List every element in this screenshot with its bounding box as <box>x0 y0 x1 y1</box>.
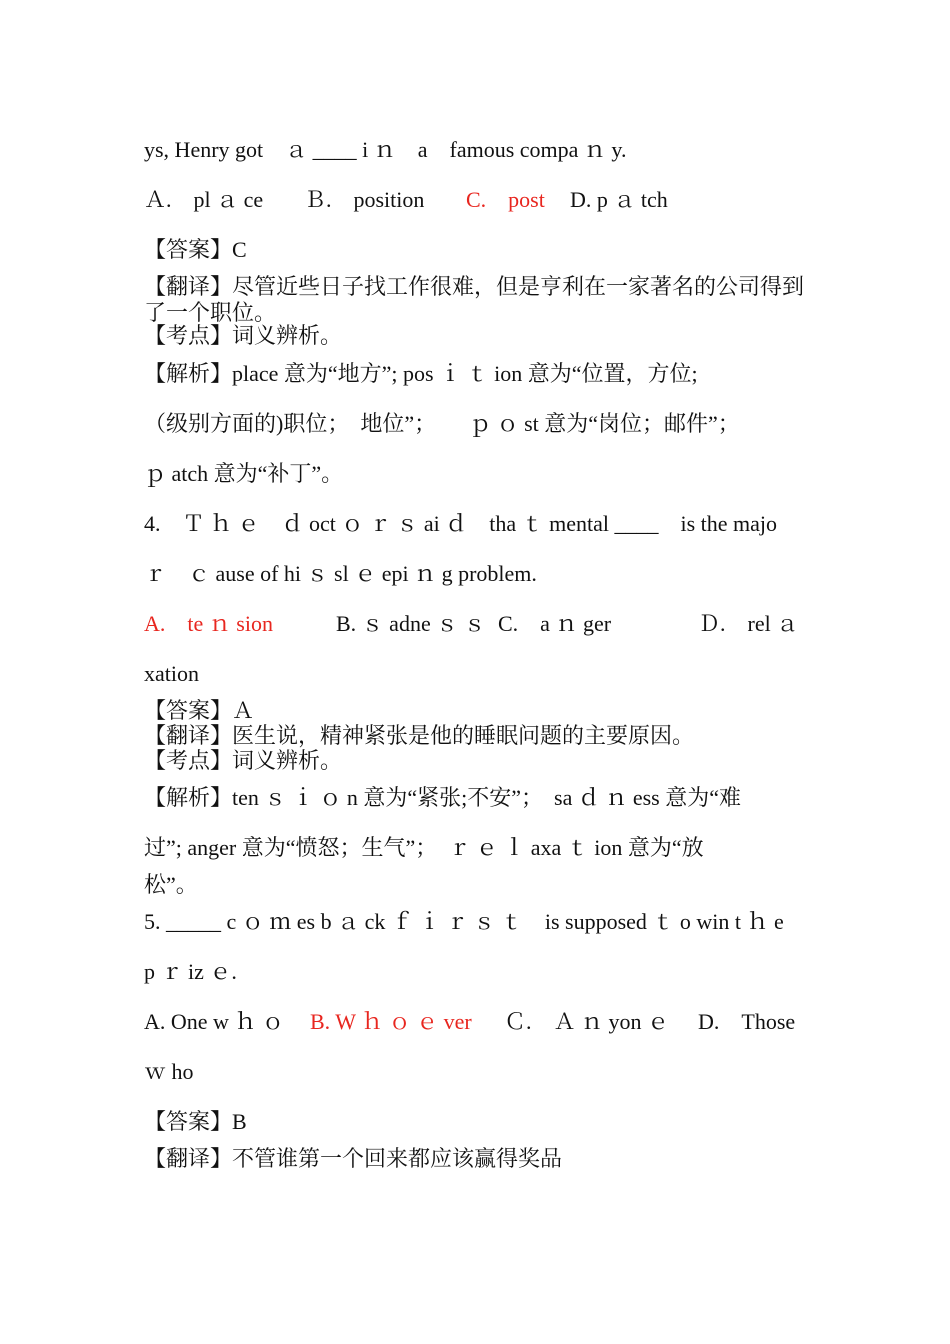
q5-option-c: Ｃ. Ａ ｎ yon ｅ <box>504 1009 670 1034</box>
q4-stem-line-2: ｒ ｃ ause of hi ｓ sl ｅ epi ｎ g problem. <box>144 561 537 586</box>
q4-option-c: C. a ｎ ger <box>498 611 612 636</box>
q4-answer: 【答案】Ａ <box>144 698 255 723</box>
q3-analysis-line-2: （级别方面的)职位； 地位”； ｐ ｏ st 意为“岗位；邮件”； <box>144 411 740 436</box>
q5-options <box>144 1008 810 1036</box>
q5-answer: 【答案】B <box>144 1109 247 1134</box>
q4-analysis-line-3: 松”。 <box>144 872 198 897</box>
q3-answer: 【答案】C <box>144 237 247 262</box>
q5-option-b-correct: B. W ｈ ｏ ｅ ver <box>310 1009 472 1034</box>
q5-option-a: A. One w ｈ ｏ <box>144 1009 284 1034</box>
q4-translation: 【翻译】医生说，精神紧张是他的睡眠问题的主要原因。 <box>144 723 695 748</box>
q3-option-a: Ａ. pl ａ ce <box>144 187 264 212</box>
q4-option-d: Ｄ. rel ａ <box>698 611 799 636</box>
q3-point: 【考点】词义辨析。 <box>144 323 343 348</box>
q4-option-b: B. ｓ adne ｓ ｓ <box>336 611 486 636</box>
q4-stem-line-1: 4. Ｔ ｈ ｅ ｄ oct ｏ ｒ ｓ ai ｄ tha ｔ mental ____ is the majo <box>144 511 778 536</box>
q4-analysis-line-2: 过”; anger 意为“愤怒；生气”； ｒ ｅ ｌ axa ｔ ion 意为“放 <box>144 835 704 860</box>
q5-translation: 【翻译】不管谁第一个回来都应该赢得奖品 <box>144 1146 563 1171</box>
q5-stem-line-1: 5. _____ c ｏ ｍ es b ａ ck ｆ ｉ ｒ ｓ ｔ is supposed ｔ o win t ｈ e <box>144 909 784 934</box>
q4-point: 【考点】词义辨析。 <box>144 748 343 773</box>
q5-stem-line-2: p ｒ iz ｅ. <box>144 959 237 984</box>
q3-stem: ys, Henry got ａ ____ i ｎ a famous compa ｎ y. <box>144 137 627 162</box>
q3-analysis-line-3: ｐ atch 意为“补丁”。 <box>144 461 344 486</box>
q3-analysis-line-1: 【解析】place 意为“地方”; pos ｉ ｔ ion 意为“位置，方位; <box>144 361 698 386</box>
q3-option-c-correct: C. post <box>466 187 545 212</box>
q5-option-d: D. Those <box>698 1009 796 1034</box>
q3-translation: 【翻译】尽管近些日子找工作很难，但是亨利在一家著名的公司得到了一个职位。 <box>144 274 805 325</box>
q4-option-a-correct: A. te ｎ sion <box>144 611 273 636</box>
q5-option-d-continued: ｗ ho <box>144 1059 194 1084</box>
q3-options <box>144 186 810 214</box>
q4-options <box>144 610 810 638</box>
q3-option-b: Ｂ. position <box>304 187 425 212</box>
q3-option-d: D. p ａ tch <box>570 187 668 212</box>
q4-option-d-continued: xation <box>144 661 199 686</box>
q4-analysis-line-1: 【解析】ten ｓ ｉ ｏ n 意为“紧张;不安”； sa ｄ ｎ ess 意为“难 <box>144 785 741 810</box>
